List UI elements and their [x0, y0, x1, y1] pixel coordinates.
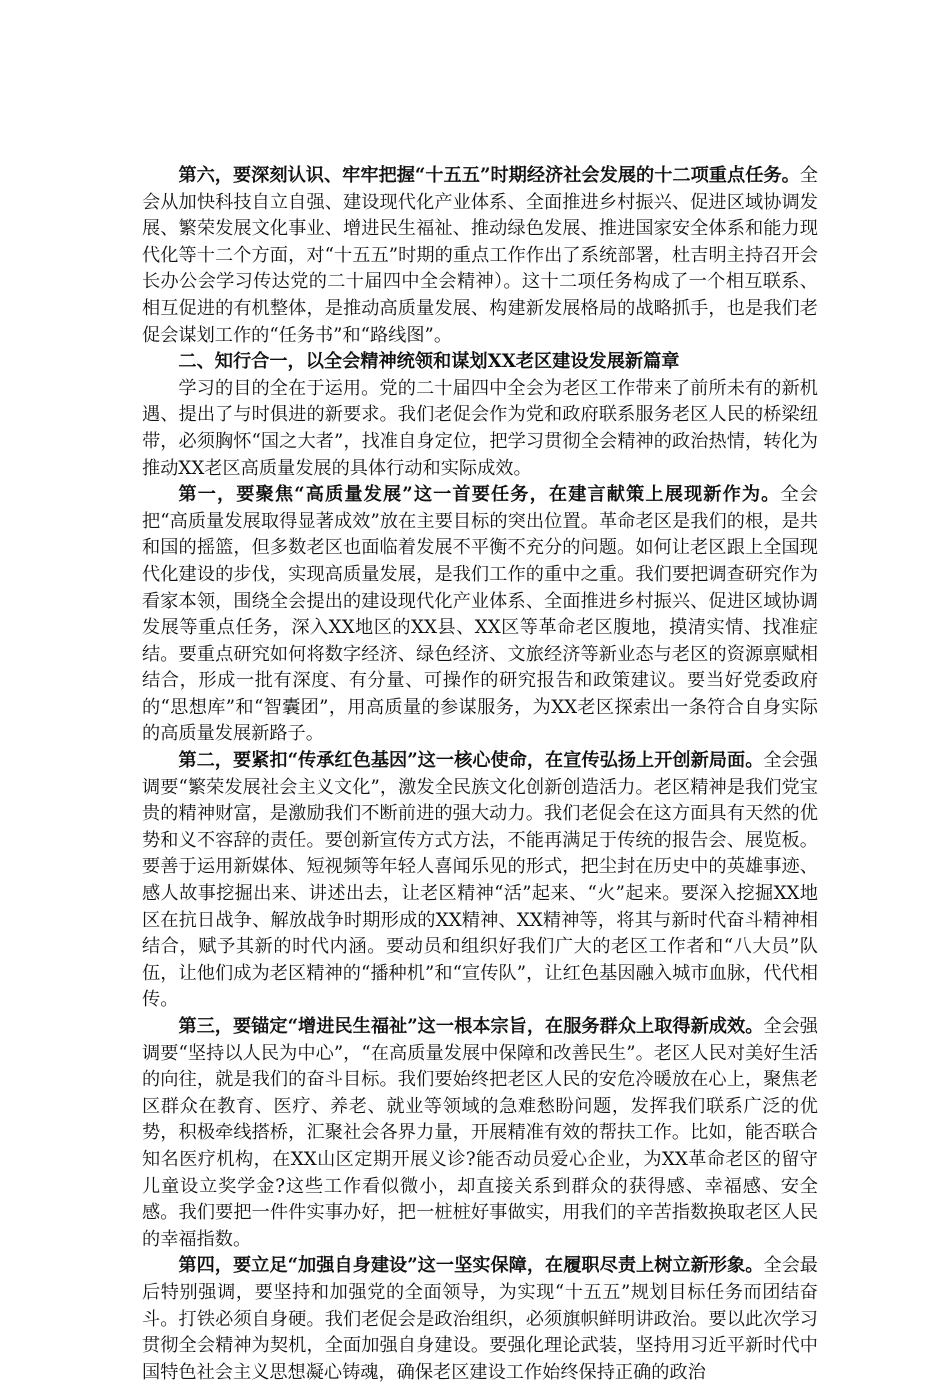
- paragraph-text: 全会从加快科技自立自强、建设现代化产业体系、全面推进乡村振兴、促进区域协调发展、繁荣发展文化事业、增进民生福祉、推动绿色发展、推进国家安全体系和能力现代化等十二个方面，对“十五五”时期的重点工作作出了系统部署，杜吉明主持召开会长办公会学习传达党的二十届四中全会精神）。这十二项任务构成了一个相互联系、相互促进的有机整体，是推动高质量发展、构建新发展格局的战略抓手，也是我们老促会谋划工作的“任务书”和“路线图”。: [142, 165, 818, 346]
- paragraph-text: 全会最后特别强调，要坚持和加强党的全面领导，为实现“十五五”规划目标任务而团结奋斗。打铁必须自身硬。我们老促会是政治组织，必须旗帜鲜明讲政治。要以此次学习贯彻全会精神为契机，全面加强自身建设。要强化理论武装，坚持用习近平新时代中国特色社会主义思想凝心铸魂，确保老区建设工作始终保持正确的政治: [142, 1255, 818, 1383]
- section-heading-2: 二、知行合一，以全会精神统领和谋划XX老区建设发展新篇章: [178, 351, 680, 373]
- paragraph-lead: 第二，要紧扣“传承红色基因”这一核心使命，在宣传弘扬上开创新局面。: [178, 750, 764, 772]
- paragraph-intro: [142, 376, 818, 482]
- paragraph-lead: 第六，要深刻认识、牢牢把握“十五五”时期经济社会发展的十二项重点任务。: [178, 165, 800, 186]
- paragraph-lead: 第一，要聚焦“高质量发展”这一首要任务，在建言献策上展现新作为。: [178, 484, 781, 506]
- paragraph-lead: 第四，要立足“加强自身建设”这一坚实保障，在履职尽责上树立新形象。: [178, 1255, 764, 1277]
- paragraph-text: 学习的目的全在于运用。党的二十届四中全会为老区工作带来了前所未有的新机遇、提出了与时俱进的新要求。我们老促会作为党和政府联系服务老区人民的桥梁纽带，必须胸怀“国之大者”，找准自身定位，把学习贯彻全会精神的政治热情，转化为推动XX老区高质量发展的具体行动和实际成效。: [142, 377, 818, 479]
- paragraph-sixth-task: [142, 163, 818, 349]
- document-body: [142, 163, 818, 1386]
- paragraph-text: 全会把“高质量发展取得显著成效”放在主要目标的突出位置。革命老区是我们的根，是共和国的摇篮，但多数老区也面临着发展不平衡不充分的问题。如何让老区跟上全国现代化建设的步伐，实现高质量发展，是我们工作的重中之重。我们要把调查研究作为看家本领，围绕全会提出的建设现代化产业体系、全面推进乡村振兴、促进区域协调发展等重点任务，深入XX地区的XX县、XX区等革命老区腹地，摸清实情、找准症结。要重点研究如何将数字经济、绿色经济、文旅经济等新业态与老区的资源禀赋相结合，形成一批有深度、有分量、可操作的研究报告和政策建议。要当好党委政府的“思想库”和“智囊团”，用高质量的参谋服务，为XX老区探索出一条符合自身实际的高质量发展新路子。: [142, 484, 818, 745]
- paragraph-text: 全会强调要“繁荣发展社会主义文化”，激发全民族文化创新创造活力。老区精神是我们党宝贵的精神财富，是激励我们不断前进的强大动力。我们老促会在这方面具有天然的优势和义不容辞的责任。要创新宣传方式方法，不能再满足于传统的报告会、展览板。要善于运用新媒体、短视频等年轻人喜闻乐见的形式，把尘封在历史中的英雄事迹、感人故事挖掘出来、讲述出去，让老区精神“活”起来、“火”起来。要深入挖掘XX地区在抗日战争、解放战争时期形成的XX精神、XX精神等，将其与新时代奋斗精神相结合，赋予其新的时代内涵。要动员和组织好我们广大的老区工作者和“八大员”队伍，让他们成为老区精神的“播种机”和“宣传队”，让红色基因融入城市血脉，代代相传。: [142, 750, 818, 1011]
- paragraph-first: [142, 482, 818, 748]
- paragraph-second: [142, 748, 818, 1014]
- paragraph-lead: 第三，要锚定“增进民生福祉”这一根本宗旨，在服务群众上取得新成效。: [178, 1016, 764, 1037]
- paragraph-third: [142, 1014, 818, 1253]
- paragraph-text: 全会强调要“坚持以人民为中心”，“在高质量发展中保障和改善民生”。老区人民对美好生活的向往，就是我们的奋斗目标。我们要始终把老区人民的安危冷暖放在心上，聚焦老区群众在教育、医疗、养老、就业等领域的急难愁盼问题，发挥我们联系广泛的优势，积极牵线搭桥，汇聚社会各界力量，开展精准有效的帮扶工作。比如，能否联合知名医疗机构，在XX山区定期开展义诊?能否动员爱心企业，为XX革命老区的留守儿童设立奖学金?这些工作看似微小，却直接关系到群众的获得感、幸福感、安全感。我们要把一件件实事办好，把一桩桩好事做实，用我们的辛苦指数换取老区人民的幸福指数。: [142, 1016, 818, 1250]
- paragraph-fourth: [142, 1253, 818, 1386]
